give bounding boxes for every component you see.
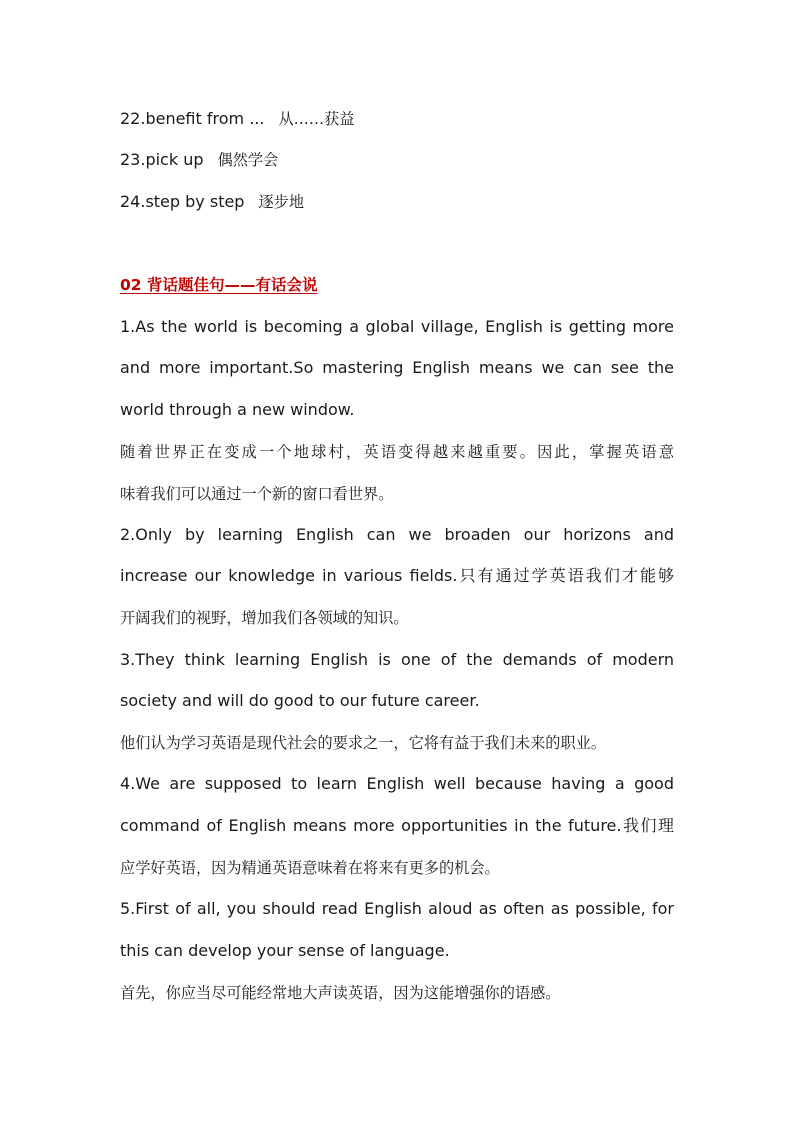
sentence-line: increase our knowledge in various fields.只有通过学英语我们才能够: [120, 566, 674, 585]
sentence-line: 1.As the world is becoming a global village, English is getting more: [120, 317, 674, 336]
phrase-en: 23.pick up: [120, 150, 204, 169]
section-title: 02 背话题佳句——有话会说: [120, 276, 318, 294]
sentence-line: 4.We are supposed to learn English well because having a good: [120, 774, 674, 793]
translation-line: 他们认为学习英语是现代社会的要求之一，它将有益于我们未来的职业。: [120, 734, 606, 752]
phrase-item: [120, 109, 354, 129]
sentence-line: command of English means more opportunities in the future.我们理: [120, 816, 674, 835]
phrase-item: [120, 192, 304, 212]
translation-line: 开阔我们的视野，增加我们各领域的知识。: [120, 609, 409, 627]
phrase-item: [120, 150, 278, 170]
translation-line: 随着世界正在变成一个地球村，英语变得越来越重要。因此，掌握英语意: [120, 443, 674, 461]
phrase-zh: 逐步地: [258, 193, 305, 211]
phrase-zh: 从……获益: [278, 110, 355, 128]
translation-line: 味着我们可以通过一个新的窗口看世界。: [120, 485, 394, 503]
sentence-line: 3.They think learning English is one of the demands of modern: [120, 650, 674, 669]
sentence-line: world through a new window.: [120, 400, 355, 419]
translation-line: 首先，你应当尽可能经常地大声读英语，因为这能增强你的语感。: [120, 984, 561, 1002]
phrase-en: 22.benefit from ...: [120, 109, 265, 128]
sentence-line: and more important.So mastering English means we can see the: [120, 358, 674, 377]
translation-line: 应学好英语，因为精通英语意味着在将来有更多的机会。: [120, 859, 500, 877]
sentence-line: this can develop your sense of language.: [120, 941, 450, 960]
phrase-en: 24.step by step: [120, 192, 245, 211]
sentence-line: 2.Only by learning English can we broaden our horizons and: [120, 525, 674, 544]
phrase-zh: 偶然学会: [217, 151, 279, 169]
sentence-line: 5.First of all, you should read English aloud as often as possible, for: [120, 899, 674, 918]
sentence-line: society and will do good to our future career.: [120, 691, 480, 710]
